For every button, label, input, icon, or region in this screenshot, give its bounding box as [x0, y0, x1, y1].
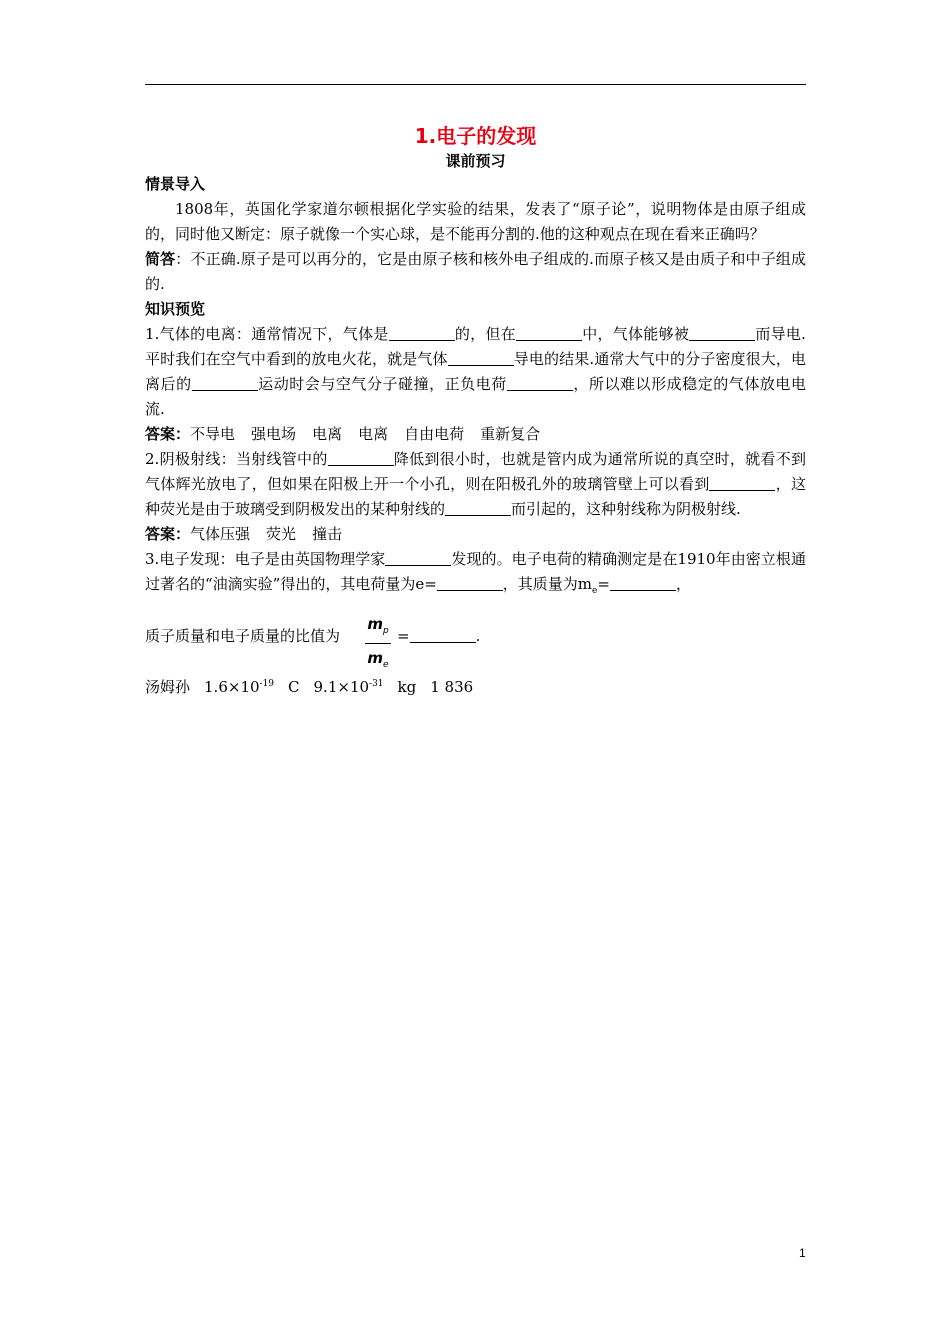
answer-1: 答案：不导电 强电场 电离 电离 自由电荷 重新复合 — [145, 425, 541, 443]
blank — [445, 501, 511, 516]
answer-label: 简答 — [145, 250, 176, 268]
mass-ratio-fraction: $\frac{m_p}{m_e}$ — [365, 612, 391, 679]
blank — [516, 326, 582, 341]
answer-2: 答案：气体压强 荧光 撞击 — [145, 525, 343, 543]
section-heading-preview: 知识预览 — [145, 300, 206, 318]
question-2: 2.阴极射线：当射线管中的 降低到很小时，也就是管内成为通常所说的真空时，就看不到气体辉光放电了，但如果在阳极上开一个小孔，则在阳极孔外的玻璃管壁上可以看到 ，这种荧光是由于玻璃受到阴极发出的某种射线的 而引起的，这种射线称为阴极射线. — [145, 450, 806, 518]
question-3: 3.电子发现：电子是由英国物理学家 发现的。电子电荷的精确测定是在1910年由密立根通过著名的“油滴实验”得出的，其电荷量为e= ，其质量为$m_e=$ ， — [145, 550, 806, 596]
blank — [709, 476, 775, 491]
blank — [437, 576, 503, 591]
page-title: 1.电子的发现 — [414, 124, 537, 148]
answer-text: ：不正确.原子是可以再分的，它是由原子核和核外电子组成的.而原子核又是由质子和中子组成的. — [145, 250, 806, 293]
page-subtitle: 课前预习 — [445, 152, 506, 170]
blank — [448, 351, 514, 366]
answer-3: 汤姆孙 $1.6\times 10^{-19}$ C $9.1\times 10^{-31}$ kg 1 836 — [145, 678, 474, 696]
page-number: 1 — [799, 1246, 806, 1260]
blank — [389, 326, 455, 341]
scenario-paragraph: 1808年，英国化学家道尔顿根据化学实验的结果，发表了“原子论”，说明物体是由原子组成的，同时他又断定：原子就像一个实心球，是不能再分割的.他的这种观点在现在看来正确吗？ — [145, 200, 806, 243]
blank — [328, 451, 394, 466]
blank — [410, 628, 476, 643]
blank — [507, 376, 573, 391]
blank — [385, 551, 451, 566]
blank — [689, 326, 755, 341]
question-1: 1.气体的电离：通常情况下，气体是 的，但在 中，气体能够被 而导电.平时我们在空气中看到的放电火花，就是气体 导电的结果.通常大气中的分子密度很大，电离后的 运动时会与空气分子碰撞，正负电荷 ，所以难以形成稳定的气体放电电流. — [145, 325, 806, 418]
scenario-answer — [145, 247, 806, 297]
document-body — [145, 122, 806, 700]
header-rule — [145, 84, 806, 85]
ratio-line: 质子质量和电子质量的比值为 $\frac{m_p}{m_e}$ = . — [145, 614, 806, 668]
section-heading-scenario: 情景导入 — [145, 175, 206, 193]
blank — [192, 376, 258, 391]
blank — [610, 576, 676, 591]
